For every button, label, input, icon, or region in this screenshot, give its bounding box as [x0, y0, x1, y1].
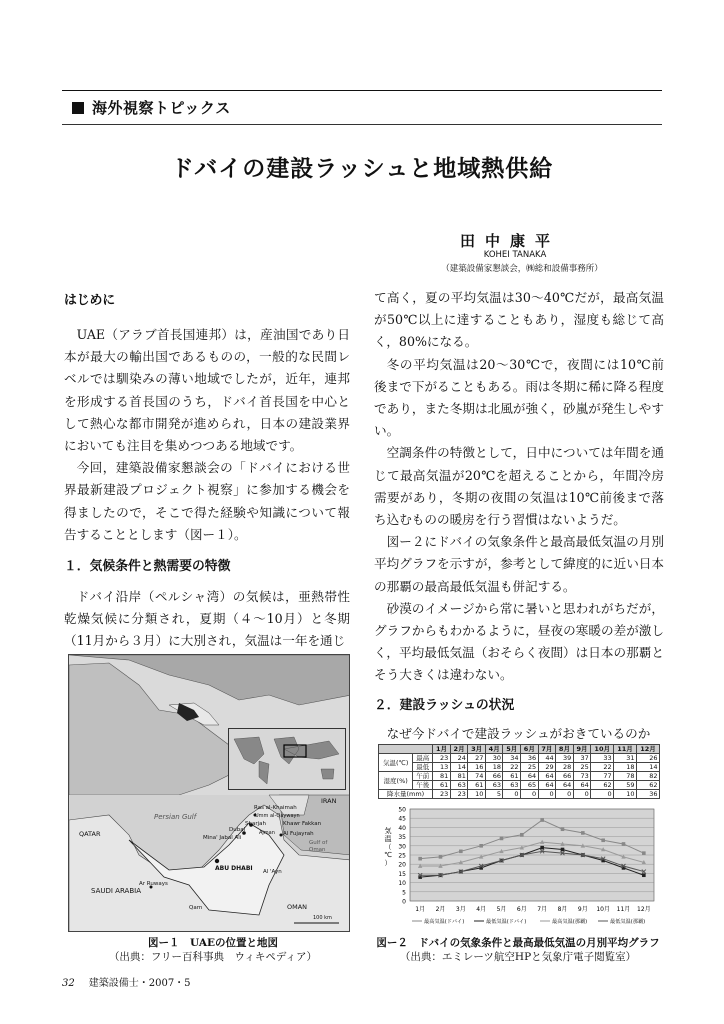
- paragraph: 図ー２にドバイの気象条件と最高最低気温の月別平均グラフを示すが，参考として緯度的に近い日本の那覇の最高最低気温も併記する。: [374, 534, 664, 594]
- table-cell: 18: [485, 763, 503, 772]
- data-point: [479, 844, 483, 848]
- table-cell: 66: [556, 772, 574, 781]
- data-point: [561, 827, 565, 831]
- table-cell: 13: [433, 763, 451, 772]
- page-footer: [62, 974, 191, 989]
- section-header: [72, 97, 231, 118]
- map-label-city: Qarn: [189, 905, 203, 911]
- month-header-cell: 11月: [614, 745, 637, 754]
- y-tick-label: 0: [402, 898, 406, 906]
- figure1-source: （出典：フリー百科事典 ウィキペディア）: [108, 951, 318, 963]
- min-label: 最低: [413, 763, 433, 772]
- left-column: [64, 290, 350, 653]
- month-header-cell: 8月: [556, 745, 574, 754]
- y-axis-label: 温: [384, 835, 392, 843]
- table-cell: 0: [503, 790, 521, 799]
- table-cell: 31: [614, 754, 637, 763]
- square-bullet-icon: [72, 102, 84, 114]
- map-label-gulf-oman: Gulf of Oman: [309, 840, 328, 853]
- month-header-cell: 12月: [636, 745, 659, 754]
- table-row: [379, 772, 660, 781]
- table-cell: 14: [636, 763, 659, 772]
- month-header-cell: 4月: [485, 745, 503, 754]
- month-header-cell: 10月: [591, 745, 614, 754]
- table-cell: 23: [433, 754, 451, 763]
- data-point: [642, 851, 646, 855]
- map-label-country: SAUDI ARABIA: [91, 887, 141, 895]
- table-cell: 23: [450, 790, 468, 799]
- map-label-city: Ras al-Khaimah: [254, 805, 297, 811]
- data-point: [418, 857, 422, 861]
- y-axis-label: ℃: [384, 851, 392, 859]
- pm-label: 午後: [413, 781, 433, 790]
- table-cell: 44: [538, 754, 556, 763]
- figure2-caption: [368, 936, 668, 964]
- journal-name: 建築設備士・2007・5: [88, 978, 191, 989]
- paragraph: て高く，夏の平均気温は30～40℃だが，最高気温が50℃以上に達することもあり，湿度も総じて高く，80%になる。: [374, 290, 664, 350]
- map-label-city: ABU DHABI: [215, 865, 253, 872]
- x-tick-label: 11月: [616, 906, 631, 913]
- y-tick-label: 25: [398, 852, 406, 860]
- table-cell: 61: [503, 772, 521, 781]
- data-point: [540, 818, 544, 822]
- table-cell: 64: [538, 772, 556, 781]
- header-rule: [62, 124, 662, 125]
- y-tick-label: 50: [398, 806, 406, 814]
- data-point: [520, 833, 524, 837]
- table-cell: 62: [591, 781, 614, 790]
- table-cell: 0: [556, 790, 574, 799]
- data-point: [601, 838, 605, 842]
- data-point: [500, 837, 504, 841]
- figure1-title: 図ー１ UAEの位置と地図: [148, 937, 278, 949]
- table-cell: 81: [450, 772, 468, 781]
- x-tick-label: 9月: [577, 906, 588, 913]
- table-cell: 63: [450, 781, 468, 790]
- table-cell: 22: [503, 763, 521, 772]
- table-row: [379, 790, 660, 799]
- map-scale-label: 100 km: [313, 915, 332, 921]
- data-point: [561, 848, 565, 852]
- table-header-row: [379, 745, 660, 754]
- table-cell: 82: [636, 772, 659, 781]
- map-label-city: Al Fujayrah: [283, 831, 314, 837]
- y-tick-label: 20: [398, 861, 406, 869]
- table-cell: 27: [468, 754, 486, 763]
- table-cell: 37: [573, 754, 591, 763]
- intro-heading: はじめに: [64, 293, 116, 308]
- x-tick-label: 3月: [455, 906, 466, 913]
- map-label-city: Umm al-Qaywayn: [255, 813, 300, 819]
- section-label: 海外視察トピックス: [92, 99, 231, 117]
- line-chart: [378, 799, 660, 929]
- figure1-caption: [68, 936, 358, 964]
- table-cell: 10: [468, 790, 486, 799]
- author-name: 田中康平: [459, 232, 560, 250]
- article-title: ドバイの建設ラッシュと地域熱供給: [170, 156, 554, 182]
- x-tick-label: 10月: [596, 906, 610, 913]
- data-point: [439, 855, 443, 859]
- table-cell: 64: [556, 781, 574, 790]
- figure2-title: 図ー２ ドバイの気象条件と最高最低気温の月別平均グラフ: [376, 937, 660, 949]
- y-tick-label: 30: [398, 843, 406, 851]
- data-point: [642, 873, 646, 877]
- x-tick-label: 7月: [537, 906, 548, 913]
- table-cell: 78: [614, 772, 637, 781]
- map-label-city: Mina' Jabal Ali: [203, 835, 242, 841]
- data-point: [540, 846, 544, 850]
- x-tick-label: 2月: [435, 906, 446, 913]
- legend-label: 最低気温(ドバイ): [486, 919, 527, 925]
- paragraph: なぜ今ドバイで建設ラッシュがおきているのか: [386, 725, 651, 741]
- paragraph: 砂漠のイメージから常に暑いと思われがちだが，グラフからもわかるように，昼夜の寒暖の差が激しく，平均最低気温（おそらく夜間）は日本の那覇とそう大きくは違わない。: [374, 600, 664, 683]
- table-cell: 62: [636, 781, 659, 790]
- uae-map-figure: [68, 654, 350, 932]
- table-cell: 34: [503, 754, 521, 763]
- y-tick-label: 5: [402, 889, 406, 897]
- y-axis-label: ）: [384, 859, 392, 867]
- x-tick-label: 4月: [476, 906, 487, 913]
- rain-label: 降水量(mm): [379, 790, 433, 799]
- map-label-city: Sharjah: [245, 821, 266, 827]
- paragraph: 空調条件の特徴として，日中については年間を通じて最高気温が20℃を超えることから，年間冷房需要があり，冬期の夜間の気温は10℃前後まで落ち込むものの暖房を行う習慣はないようだ。: [374, 445, 664, 528]
- author-romaji: KOHEI TANAKA: [483, 250, 547, 260]
- right-column: [374, 287, 664, 745]
- section-heading: １．気候条件と熱需要の特徴: [64, 559, 231, 575]
- legend-label: 最高気温(ドバイ): [424, 919, 465, 925]
- paragraph: 今回，建築設備家懇談会の「ドバイにおける世界最新建設プロジェクト視察」に参加する機会を得ましたので，そこで得た経験や知識について報告することとします（図ー１）。: [64, 460, 350, 542]
- table-row: [379, 763, 660, 772]
- table-cell: 61: [468, 781, 486, 790]
- top-rule: [62, 90, 662, 91]
- map-label-city: Ar Ruways: [139, 881, 168, 887]
- table-cell: 18: [614, 763, 637, 772]
- month-header-cell: 2月: [450, 745, 468, 754]
- temp-label: 気温(℃): [379, 754, 413, 772]
- month-header-cell: 9月: [573, 745, 591, 754]
- table-cell: 33: [591, 754, 614, 763]
- climate-table: [378, 744, 660, 799]
- map-label-city: Al 'Ayn: [263, 869, 282, 875]
- world-inset-map: [228, 728, 346, 790]
- table-cell: 59: [614, 781, 637, 790]
- table-cell: 66: [485, 772, 503, 781]
- table-cell: 5: [485, 790, 503, 799]
- table-cell: 39: [556, 754, 574, 763]
- x-tick-label: 8月: [557, 906, 568, 913]
- map-label-country: OMAN: [287, 903, 308, 911]
- map-label-city: Dubai: [229, 827, 246, 833]
- y-axis-label: 気: [384, 827, 392, 835]
- table-cell: 22: [591, 763, 614, 772]
- map-label-city: Ajman: [259, 830, 275, 836]
- table-cell: 64: [573, 781, 591, 790]
- month-header-cell: 7月: [538, 745, 556, 754]
- table-cell: 10: [614, 790, 637, 799]
- paragraph: 冬の平均気温は20～30℃で，夜間には10℃前後まで下がることもある。雨は冬期に稀に降る程度であり，また冬期は北風が強く，砂嵐が発生しやすい。: [374, 356, 664, 439]
- table-row: [379, 754, 660, 763]
- table-cell: 64: [538, 781, 556, 790]
- table-cell: 23: [433, 790, 451, 799]
- figure2-source: （出典：エミレーツ航空HPと気象庁電子閲覧室）: [399, 951, 637, 963]
- map-label-country: QATAR: [79, 830, 101, 838]
- table-cell: 29: [538, 763, 556, 772]
- am-label: 午前: [413, 772, 433, 781]
- table-cell: 63: [503, 781, 521, 790]
- table-cell: 63: [485, 781, 503, 790]
- month-header-cell: 6月: [521, 745, 539, 754]
- max-label: 最高: [413, 754, 433, 763]
- table-cell: 28: [556, 763, 574, 772]
- y-tick-label: 45: [398, 815, 406, 823]
- legend-label: 最低気温(那覇): [610, 919, 646, 925]
- table-cell: 16: [468, 763, 486, 772]
- table-cell: 77: [591, 772, 614, 781]
- y-tick-label: 10: [398, 880, 406, 888]
- map-label-city: Khawr Fakkan: [283, 821, 322, 827]
- map-label-country: IRAN: [321, 797, 337, 805]
- x-tick-label: 1月: [415, 906, 426, 913]
- table-cell: 65: [521, 781, 539, 790]
- table-cell: 0: [591, 790, 614, 799]
- table-cell: 26: [636, 754, 659, 763]
- y-tick-label: 40: [398, 824, 406, 832]
- table-row: [379, 781, 660, 790]
- table-cell: 81: [433, 772, 451, 781]
- x-tick-label: 5月: [496, 906, 507, 913]
- table-cell: 61: [433, 781, 451, 790]
- month-header-cell: 1月: [433, 745, 451, 754]
- table-cell: 74: [468, 772, 486, 781]
- legend-label: 最高気温(那覇): [552, 919, 588, 925]
- table-cell: 0: [521, 790, 539, 799]
- author-affiliation: （建築設備家懇談会，㈱総和設備事務所）: [441, 264, 603, 274]
- month-header-cell: 5月: [503, 745, 521, 754]
- data-point: [459, 850, 463, 854]
- table-cell: 24: [450, 754, 468, 763]
- x-tick-label: 12月: [637, 906, 651, 913]
- x-tick-label: 6月: [516, 906, 527, 913]
- table-cell: 36: [636, 790, 659, 799]
- table-cell: 14: [450, 763, 468, 772]
- table-cell: 0: [538, 790, 556, 799]
- table-cell: 0: [573, 790, 591, 799]
- climate-chart-figure: [378, 744, 660, 932]
- month-header-cell: 3月: [468, 745, 486, 754]
- data-point: [581, 831, 585, 835]
- page-number: 32: [62, 978, 75, 989]
- table-cell: 64: [521, 772, 539, 781]
- paragraph: ドバイ沿岸（ペルシャ湾）の気候は，亜熱帯性乾燥気候に分類され，夏期（４～10月）と冬期（11月から３月）に大別され，気温は一年を通じ: [64, 589, 350, 649]
- humidity-label: 湿度(%): [379, 772, 413, 790]
- y-tick-label: 15: [398, 870, 406, 878]
- table-cell: 25: [573, 763, 591, 772]
- map-label-gulf: Persian Gulf: [154, 813, 197, 821]
- section-heading: ２．建設ラッシュの状況: [374, 697, 515, 713]
- table-cell: 73: [573, 772, 591, 781]
- y-axis-label: （: [384, 843, 392, 851]
- y-tick-label: 35: [398, 834, 406, 842]
- table-cell: 36: [521, 754, 539, 763]
- paragraph: UAE（アラブ首長国連邦）は，産油国であり日本が最大の輸出国であるものの，一般的な民間レベルでは馴染みの薄い地域でしたが，近年，連邦を形成する首長国のうち，ドバイ首長国を中心として熱心な都市開発が進められ，日本の建設業界においても注目を集めつつある地域です。: [64, 327, 350, 454]
- data-point: [622, 842, 626, 846]
- table-cell: 25: [521, 763, 539, 772]
- table-cell: 30: [485, 754, 503, 763]
